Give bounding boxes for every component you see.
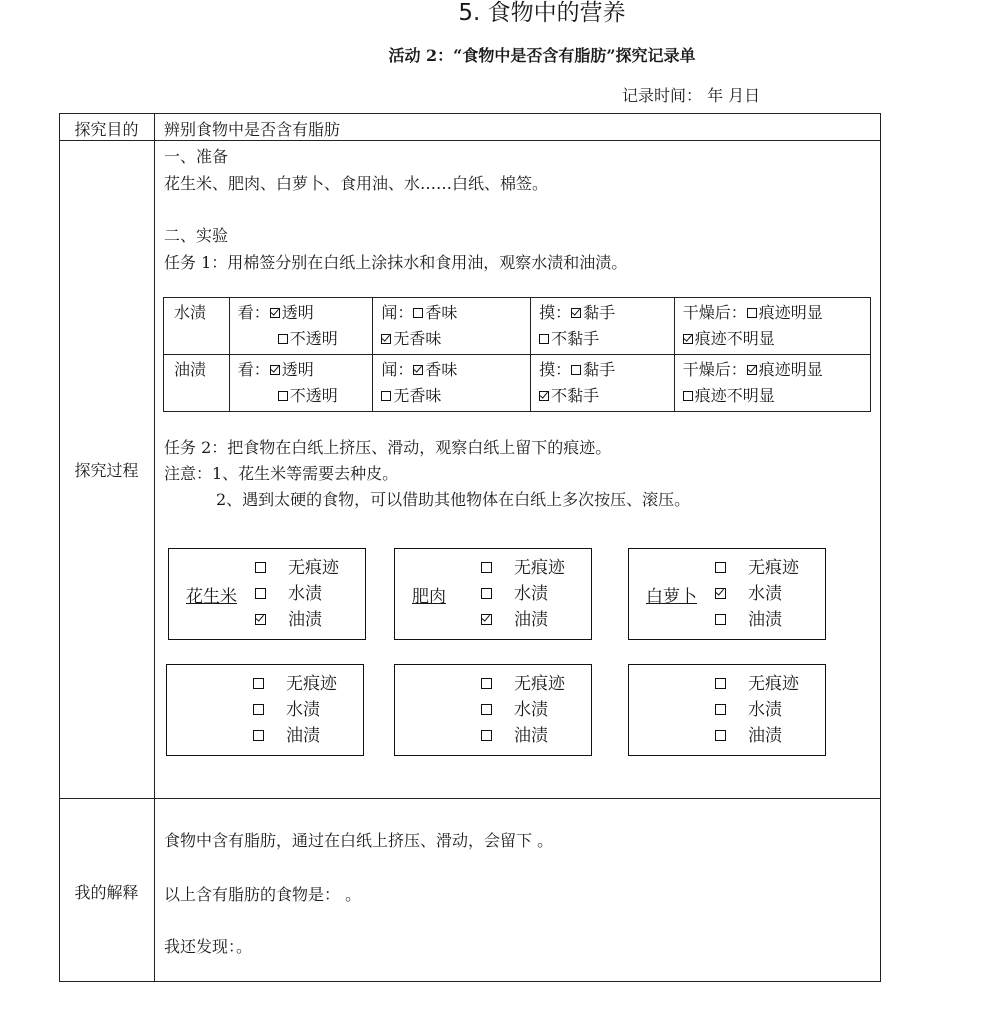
checkbox[interactable] [571,308,581,318]
food-name: 花生米 [186,587,237,607]
observation-prefix: 摸： [539,360,572,379]
food-options [481,671,565,749]
food-option [715,697,799,723]
task1-text: 任务 1：用棉签分别在白纸上涂抹水和食用油，观察水渍和油渍。 [164,253,628,272]
checkbox[interactable] [278,391,288,401]
checkbox[interactable] [747,365,757,375]
food-option-label: 油渍 [514,726,548,746]
checkbox[interactable] [481,678,492,689]
task2-text: 任务 2：把食物在白纸上挤压、滑动，观察白纸上留下的痕迹。 [164,438,612,457]
food-name: 肥肉 [412,587,446,607]
food-option [481,607,565,633]
observation-cell [531,355,675,412]
observation-cell [674,355,870,412]
food-box [394,664,592,756]
checkbox[interactable] [381,391,391,401]
option-line [683,357,870,383]
prep-heading: 一、准备 [164,147,229,166]
observation-prefix: 闻： [381,303,414,322]
option-line [381,357,530,383]
option-label: 痕迹不明显 [694,386,775,405]
option-label: 香味 [425,360,458,379]
prep-materials: 花生米、肥肉、白萝卜、食用油、水……白纸、棉签。 [164,174,549,193]
food-option-label: 水渍 [286,700,320,720]
food-option [255,607,339,633]
option-label: 不黏手 [551,386,600,405]
explanation-line-2: 以上含有脂肪的食物是： 。 [164,885,362,904]
checkbox[interactable] [253,678,264,689]
option-line [539,357,674,383]
option-label: 无香味 [393,329,442,348]
option-line [683,300,870,326]
option-line [381,326,530,352]
food-option [253,723,337,749]
option-label: 香味 [425,303,458,322]
food-option-label: 油渍 [288,610,322,630]
food-option-label: 无痕迹 [514,674,565,694]
checkbox[interactable] [683,334,693,344]
food-options [253,671,337,749]
option-line [238,300,373,326]
worksheet-subtitle: 活动 2：“食物中是否含有脂肪”探究记录单 [388,46,696,65]
observation-cell [229,298,373,355]
food-option [481,555,565,581]
observation-cell [373,355,531,412]
food-option [255,555,339,581]
food-option-label: 水渍 [288,584,322,604]
option-line [683,383,870,409]
food-box [628,664,826,756]
explanation-line-1: 食物中含有脂肪，通过在白纸上挤压、滑动，会留下 。 [164,831,554,850]
checkbox[interactable] [481,562,492,573]
purpose-label: 探究目的 [74,120,139,139]
checkbox[interactable] [270,365,280,375]
food-option [253,697,337,723]
option-line [238,357,373,383]
food-options [481,555,565,633]
food-option [253,671,337,697]
checkbox[interactable] [539,391,549,401]
observation-cell [674,298,870,355]
observation-row-label: 油渍 [164,355,230,412]
food-option-label: 油渍 [748,726,782,746]
checkbox[interactable] [413,365,423,375]
food-options [715,671,799,749]
option-label: 不黏手 [551,329,600,348]
checkbox[interactable] [413,308,423,318]
checkbox[interactable] [381,334,391,344]
food-option-label: 油渍 [514,610,548,630]
checkbox[interactable] [481,730,492,741]
food-option-label: 无痕迹 [514,558,565,578]
observation-prefix: 看： [237,303,270,322]
option-line [381,383,530,409]
food-option [255,581,339,607]
food-option [715,607,799,633]
checkbox[interactable] [270,308,280,318]
purpose-text: 辨别食物中是否含有脂肪 [164,120,341,139]
checkbox[interactable] [715,678,726,689]
observation-prefix: 闻： [381,360,414,379]
checkbox[interactable] [715,614,726,625]
checkbox[interactable] [481,614,492,625]
observation-row [164,355,871,412]
food-option [481,697,565,723]
food-option-label: 水渍 [748,700,782,720]
explain-label: 我的解释 [74,883,139,902]
note-2: 2、遇到太硬的食物，可以借助其他物体在白纸上多次按压、滚压。 [216,490,691,509]
food-option-label: 水渍 [748,584,782,604]
food-option-label: 无痕迹 [748,674,799,694]
food-option [481,671,565,697]
option-label: 不透明 [289,386,338,405]
observation-prefix: 摸： [539,303,572,322]
checkbox[interactable] [253,730,264,741]
checkbox[interactable] [683,391,693,401]
column-divider [154,113,155,982]
observation-prefix: 看： [237,360,270,379]
checkbox[interactable] [253,704,264,715]
option-label: 不透明 [289,329,338,348]
row-divider [59,140,881,141]
food-box [394,548,592,640]
checkbox[interactable] [255,614,266,625]
page-title: 5. 食物中的营养 [458,0,626,26]
observation-prefix: 干燥后： [682,303,747,322]
checkbox[interactable] [539,334,549,344]
observation-row-label: 水渍 [164,298,230,355]
process-label: 探究过程 [74,461,139,480]
food-options [255,555,339,633]
option-label: 透明 [281,303,314,322]
checkbox[interactable] [571,365,581,375]
record-time: 记录时间： 年 月日 [622,86,761,105]
food-option [481,581,565,607]
checkbox[interactable] [481,704,492,715]
observation-cell [531,298,675,355]
food-name: 白萝卜 [646,587,697,607]
checkbox[interactable] [481,588,492,599]
food-option-label: 水渍 [514,700,548,720]
option-line [238,383,373,409]
food-option-label: 无痕迹 [748,558,799,578]
food-option [481,723,565,749]
food-box [628,548,826,640]
observation-cell [229,355,373,412]
food-option-label: 油渍 [748,610,782,630]
option-label: 痕迹不明显 [694,329,775,348]
checkbox[interactable] [747,308,757,318]
checkbox[interactable] [715,588,726,599]
checkbox[interactable] [715,562,726,573]
checkbox[interactable] [255,588,266,599]
option-line [683,326,870,352]
option-label: 痕迹明显 [758,303,823,322]
food-options [715,555,799,633]
experiment-heading: 二、实验 [164,226,229,245]
food-box [166,664,364,756]
checkbox[interactable] [278,334,288,344]
food-option-label: 油渍 [286,726,320,746]
observation-table [163,297,871,412]
checkbox[interactable] [715,730,726,741]
food-option-label: 无痕迹 [286,674,337,694]
option-label: 无香味 [393,386,442,405]
option-line [539,300,674,326]
option-label: 黏手 [583,303,616,322]
option-label: 透明 [281,360,314,379]
food-option [715,555,799,581]
food-option [715,581,799,607]
explanation-line-3: 我还发现：。 [164,937,253,956]
checkbox[interactable] [255,562,266,573]
observation-cell [373,298,531,355]
option-label: 痕迹明显 [758,360,823,379]
checkbox[interactable] [715,704,726,715]
food-option [715,671,799,697]
option-line [238,326,373,352]
food-option [715,723,799,749]
food-option-label: 水渍 [514,584,548,604]
row-divider [59,798,881,799]
observation-row [164,298,871,355]
option-label: 黏手 [583,360,616,379]
option-line [381,300,530,326]
observation-prefix: 干燥后： [682,360,747,379]
option-line [539,326,674,352]
note-1: 注意：1、花生米等需要去种皮。 [164,464,399,483]
food-box [168,548,366,640]
option-line [539,383,674,409]
food-option-label: 无痕迹 [288,558,339,578]
